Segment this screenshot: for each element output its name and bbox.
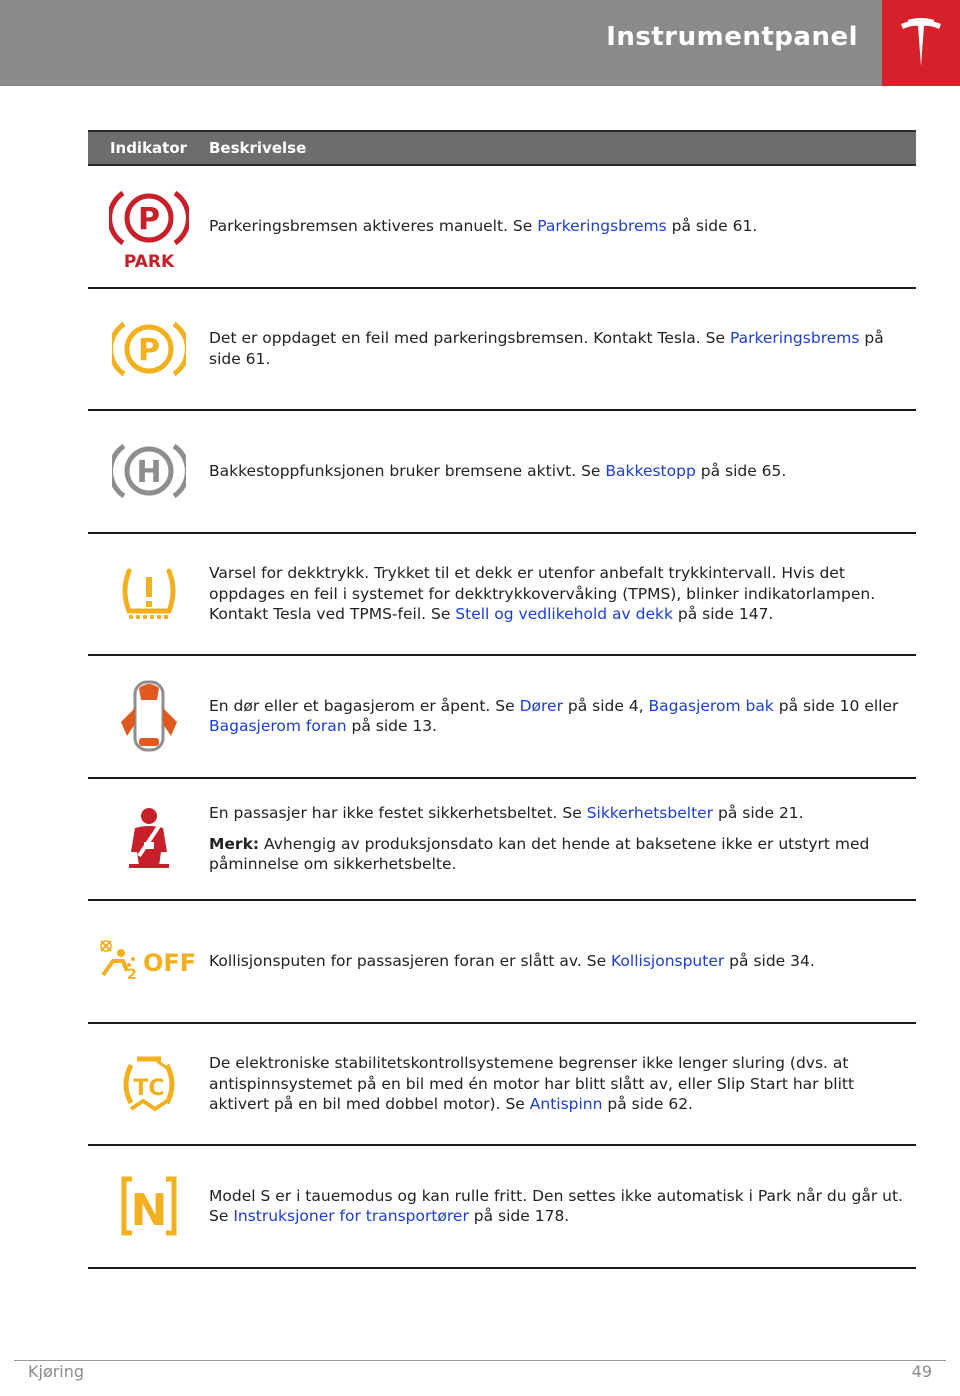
table-row (88, 166, 916, 289)
link-antispinn[interactable]: Antispinn (529, 1095, 603, 1113)
table-row (88, 779, 916, 902)
column-header-indicator: Indikator (109, 139, 188, 157)
svg-text:N: N (130, 1185, 167, 1237)
table-header (88, 130, 916, 166)
table-row (88, 289, 916, 412)
link-sikkerhetsbelter[interactable]: Sikkerhetsbelter (586, 804, 714, 822)
row-description: Kollisjonsputen for passasjeren foran er slått av. Se Kollisjonsputer på side 34. (209, 952, 815, 970)
tow-mode-icon (120, 1175, 178, 1237)
link-bagasjerom-foran[interactable]: Bagasjerom foran (209, 717, 347, 736)
note-label: Merk: (209, 834, 260, 853)
row-description: Parkeringsbremsen aktiveres manuelt. Se Parkeringsbrems på side 61. (209, 217, 758, 235)
svg-text:2: 2 (126, 967, 137, 984)
airbag-off-icon (97, 939, 201, 983)
footer-divider (14, 1360, 946, 1361)
row-description: En passasjer har ikke festet sikkerhetsbeltet. Se Sikkerhetsbelter på side 21. Merk: Avhengig av produksjonsdato kan det hende at baksetene ikke er utstyrt med påminnelse om sikkerhetsbelte. (209, 804, 870, 873)
table-row (88, 656, 916, 779)
column-header-description: Beskrivelse (209, 139, 307, 157)
row-description: De elektroniske stabilitetskontrollsystemene begrenser ikke lenger sluring (dvs. at antispinnsystemet på en bil med én motor har blitt slått av, eller Slip Start har blitt aktivert på en bil med dobbel motor). Se Antispinn på side 62. (209, 1054, 855, 1113)
row-description: Model S er i tauemodus og kan rulle fritt. Den settes ikke automatisk i Park når du går ut. Se Instruksjoner for transportører på side 178. (209, 1186, 903, 1226)
svg-text:H: H (135, 455, 162, 491)
table-row (88, 1146, 916, 1269)
link-kollisjonsputer[interactable]: Kollisjonsputer (611, 952, 725, 970)
link-bagasjerom-bak[interactable]: Bagasjerom bak (648, 696, 774, 715)
page-number: 49 (911, 1362, 932, 1381)
svg-text:TC: TC (132, 1075, 165, 1101)
table-row (88, 1024, 916, 1147)
link-parkeringsbrems[interactable]: Parkeringsbrems (729, 329, 860, 348)
svg-text:P: P (137, 332, 160, 368)
park-label: PARK (123, 252, 174, 272)
table-row (88, 534, 916, 657)
footer-section: Kjøring (28, 1362, 85, 1381)
page-header (0, 0, 960, 86)
row-description: Varsel for dekktrykk. Trykket til et dekk er utenfor anbefalt trykkintervall. Hvis det oppdages en feil i systemet for dekktrykkovervåking (TPMS), blinker indikatorlampen. Kontakt Tesla ved TPMS-feil. Se Stell og vedlikehold av dekk på side 147. (209, 564, 876, 623)
link-parkeringsbrems[interactable]: Parkeringsbrems (537, 217, 667, 235)
table-row (88, 901, 916, 1024)
park-brake-red-icon (109, 181, 189, 271)
off-label: OFF (142, 949, 196, 978)
row-description: Bakkestoppfunksjonen bruker bremsene aktivt. Se Bakkestopp på side 65. (209, 462, 787, 480)
table-row (88, 411, 916, 534)
tesla-logo (882, 0, 960, 86)
tesla-logo-icon (900, 18, 942, 68)
link-instruksjoner-transportorer[interactable]: Instruksjoner for transportører (233, 1207, 469, 1226)
traction-control-off-icon (117, 1051, 181, 1117)
svg-text:P: P (137, 202, 160, 238)
page-title: Instrumentpanel (606, 22, 858, 52)
row-description: En dør eller et bagasjerom er åpent. Se Dører på side 4, Bagasjerom bak på side 10 eller Bagasjerom foran på side 13. (209, 696, 899, 736)
link-stell-og-vedlikehold[interactable]: Stell og vedlikehold av dekk (455, 605, 673, 623)
row-description: Det er oppdaget en feil med parkeringsbremsen. Kontakt Tesla. Se Parkeringsbrems på side 61. (209, 329, 884, 368)
door-open-icon (117, 678, 181, 754)
seatbelt-icon (121, 806, 177, 872)
hill-hold-icon (112, 437, 186, 505)
link-bakkestopp[interactable]: Bakkestopp (605, 462, 696, 480)
indicator-table (88, 130, 916, 1269)
tire-pressure-icon (119, 563, 179, 625)
park-brake-fault-icon (112, 316, 186, 382)
link-dorer[interactable]: Dører (519, 696, 563, 715)
